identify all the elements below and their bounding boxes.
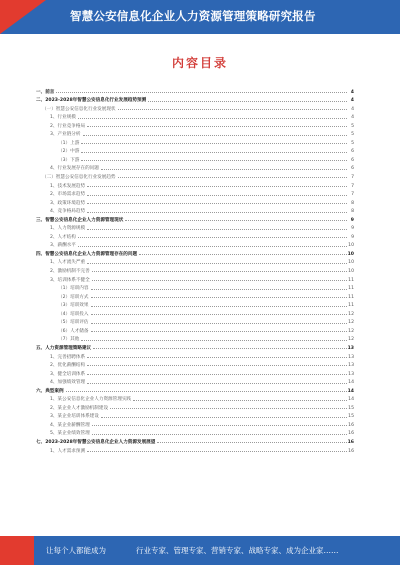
toc-leader-dots [56,92,347,93]
toc-entry-label: 3、健全培训体系 [50,371,86,377]
toc-entry[interactable] [36,120,354,129]
toc-leader-dots [83,135,348,136]
toc-entry-label: （1）上游 [58,140,80,146]
toc-entry[interactable] [36,189,354,198]
toc-entry[interactable] [36,163,354,172]
toc-entry-label: （一）智慧公安信息化行业发展现状 [42,106,116,112]
toc-entry[interactable] [36,342,354,351]
toc-entry-label: 3、某企业培训体系建设 [50,414,99,420]
toc-entry-label: 二、2023-2028年智慧公安信息化行业发展趋势预测 [36,98,147,104]
toc-entry-page: 12 [348,320,354,326]
toc-entry-page: 13 [348,363,354,369]
toc-entry[interactable] [36,197,354,206]
toc-entry-page: 9 [350,217,354,223]
toc-entry-page: 11 [348,303,354,309]
toc-entry[interactable] [36,274,354,283]
footer-slogan: 让每个人都能成为 [46,546,106,555]
toc-entry[interactable] [36,402,354,411]
toc-entry-label: 1、人才需求预测 [50,448,86,454]
toc-entry[interactable] [36,265,354,274]
toc-entry-label: 3、政策环境趋势 [50,200,86,206]
toc-leader-dots [87,212,347,213]
toc-leader-dots [91,289,348,290]
toc-leader-dots [93,348,346,349]
toc-entry-label: 1、技术发展趋势 [50,183,86,189]
toc-entry[interactable] [36,95,354,104]
toc-entry[interactable] [36,257,354,266]
toc-leader-dots [133,400,347,401]
toc-entry-label: （二）智慧公安信息化行业发展趋势 [42,175,116,181]
toc-entry[interactable] [36,317,354,326]
toc-entry-page: 5 [351,123,354,129]
toc-leader-dots [91,306,348,307]
toc-leader-dots [92,271,347,272]
report-title: 智慧公安信息化企业人力资源管理策略研究报告 [70,9,316,23]
toc-entry-page: 16 [348,431,354,437]
toc-leader-dots [101,417,347,418]
toc-leader-dots [87,229,347,230]
toc-entry-label: 1、行业规模 [50,115,76,121]
toc-entry-label: 四、智慧公安信息化企业人力资源管理存在的问题 [36,251,138,257]
toc-entry-page: 4 [351,106,354,112]
bottom-banner [0,536,400,565]
toc-entry[interactable] [36,231,354,240]
toc-entry[interactable] [36,86,354,95]
toc-entry[interactable] [36,377,354,386]
toc-entry-label: （7）其他 [58,337,80,343]
footer-tagline: 行业专家、管理专家、营销专家、战略专家、成为企业家…… [136,546,339,555]
toc-entry[interactable] [36,206,354,215]
toc-entry[interactable] [36,137,354,146]
toc-entry[interactable] [36,180,354,189]
banner-accent [0,0,46,34]
toc-leader-dots [87,383,347,384]
toc-entry[interactable] [36,385,354,394]
toc-leader-dots [87,195,347,196]
toc-entry-label: 2、行业竞争格局 [50,123,86,129]
toc-leader-dots [139,254,347,255]
toc-entry[interactable] [36,146,354,155]
toc-entry-label: 1、人力资源规模 [50,226,86,232]
toc-entry-label: （2）培训方式 [58,294,89,300]
toc-entry-page: 8 [351,200,354,206]
toc-entry[interactable] [36,129,354,138]
toc-leader-dots [87,203,347,204]
toc-entry[interactable] [36,428,354,437]
toc-leader-dots [118,109,347,110]
toc-entry-page: 10 [347,251,354,257]
toc-entry-page: 4 [351,115,354,121]
toc-entry-page: 11 [348,277,354,283]
toc-entry[interactable] [36,223,354,232]
toc-leader-dots [91,323,348,324]
toc-entry-label: 六、典型案例 [36,388,64,394]
toc-entry[interactable] [36,240,354,249]
toc-entry-label: （4）培训投入 [58,311,89,317]
toc-entry-label: 3、薪酬水平 [50,243,76,249]
toc-entry-label: 2、某企业人才激励机制建设 [50,405,109,411]
toc-entry-page: 16 [348,422,354,428]
toc-entry-page: 11 [348,286,354,292]
top-banner [0,0,400,34]
table-of-contents [36,86,354,454]
toc-entry-page: 12 [348,337,354,343]
toc-entry-page: 15 [348,414,354,420]
toc-leader-dots [87,126,347,127]
toc-entry-page: 6 [351,166,354,172]
toc-entry[interactable] [36,112,354,121]
toc-leader-dots [101,169,347,170]
toc-entry-page: 4 [350,89,354,95]
toc-entry-page: 13 [347,345,354,351]
toc-entry[interactable] [36,171,354,180]
toc-entry-label: 1、人才流失严重 [50,260,86,266]
toc-entry-page: 12 [348,328,354,334]
toc-leader-dots [91,314,348,315]
toc-entry-label: 2、优化薪酬结构 [50,363,86,369]
toc-entry-label: 五、人力资源管理策略建议 [36,345,92,351]
toc-entry[interactable] [36,436,354,445]
toc-leader-dots [110,408,347,409]
toc-entry-page: 7 [351,183,354,189]
toc-entry-page: 14 [348,397,354,403]
toc-entry[interactable] [36,300,354,309]
toc-entry-label: 4、行业发展存在的问题 [50,166,99,172]
toc-leader-dots [81,143,347,144]
toc-entry-page: 4 [350,98,354,104]
toc-leader-dots [118,177,347,178]
toc-entry[interactable] [36,419,354,428]
toc-entry-label: （1）培训内容 [58,286,89,292]
toc-entry-page: 9 [351,226,354,232]
toc-entry-page: 16 [348,448,354,454]
toc-entry[interactable] [36,308,354,317]
toc-entry[interactable] [36,154,354,163]
toc-entry-page: 13 [348,371,354,377]
toc-entry-page: 7 [351,175,354,181]
toc-entry-label: 3、培训体系不健全 [50,277,90,283]
toc-leader-dots [92,280,347,281]
toc-entry-page: 5 [351,132,354,138]
toc-leader-dots [87,357,347,358]
toc-entry-page: 16 [347,439,354,445]
toc-leader-dots [87,263,347,264]
toc-entry[interactable] [36,103,354,112]
toc-entry-page: 9 [351,234,354,240]
toc-leader-dots [78,118,347,119]
toc-entry-label: 1、完善招聘体系 [50,354,86,360]
toc-entry-page: 6 [351,157,354,163]
toc-entry[interactable] [36,351,354,360]
toc-leader-dots [91,297,348,298]
toc-leader-dots [87,365,347,366]
toc-entry[interactable] [36,360,354,369]
toc-leader-dots [148,101,347,102]
toc-leader-dots [78,246,347,247]
toc-leader-dots [66,391,347,392]
toc-leader-dots [91,331,348,332]
toc-entry-label: 1、某公安信息化企业人力资源管理实践 [50,397,132,403]
toc-entry-label: （3）下游 [58,157,80,163]
toc-entry[interactable] [36,334,354,343]
toc-entry-label: 三、智慧公安信息化企业人力资源管理现状 [36,217,124,223]
toc-entry[interactable] [36,368,354,377]
toc-entry[interactable] [36,283,354,292]
toc-entry-label: 2、市场需求趋势 [50,192,86,198]
toc-leader-dots [157,442,346,443]
toc-entry-label: 4、竞争格局趋势 [50,209,86,215]
toc-entry[interactable] [36,445,354,454]
toc-entry-label: （5）培训评估 [58,320,89,326]
toc-entry-label: 3、产业链分析 [50,132,81,138]
toc-entry-page: 10 [348,269,354,275]
toc-entry-page: 10 [348,260,354,266]
toc-leader-dots [81,340,347,341]
toc-entry[interactable] [36,411,354,420]
toc-entry-label: 七、2023-2028年智慧公安信息化企业人力资源发展展望 [36,439,156,445]
toc-entry-page: 10 [348,243,354,249]
toc-leader-dots [125,220,347,221]
toc-entry-page: 12 [348,311,354,317]
toc-entry-page: 14 [347,388,354,394]
toc-leader-dots [87,451,347,452]
toc-entry-page: 8 [351,209,354,215]
toc-entry-page: 15 [348,405,354,411]
toc-entry-page: 5 [351,140,354,146]
toc-entry[interactable] [36,394,354,403]
toc-entry-label: （2）中游 [58,149,80,155]
footer-accent [0,536,34,565]
toc-entry-label: （6）人才储备 [58,328,89,334]
toc-entry-page: 6 [351,149,354,155]
toc-entry-page: 13 [348,354,354,360]
toc-entry-page: 11 [348,294,354,300]
toc-leader-dots [81,152,347,153]
toc-entry[interactable] [36,325,354,334]
toc-leader-dots [92,434,347,435]
toc-leader-dots [78,237,347,238]
toc-entry[interactable] [36,291,354,300]
toc-entry-label: 4、某企业薪酬管理 [50,422,90,428]
toc-entry-page: 14 [348,380,354,386]
toc-leader-dots [81,160,347,161]
toc-entry-label: （3）培训效果 [58,303,89,309]
toc-leader-dots [92,425,347,426]
toc-leader-dots [87,186,347,187]
toc-entry[interactable] [36,214,354,223]
toc-entry-label: 5、某企业绩效管理 [50,431,90,437]
toc-entry[interactable] [36,248,354,257]
toc-entry-page: 7 [351,192,354,198]
toc-entry-label: 2、激励机制不完善 [50,269,90,275]
toc-heading: 内容目录 [171,56,228,70]
toc-entry-label: 一、前言 [36,89,55,95]
toc-leader-dots [87,374,347,375]
toc-entry-label: 2、人才结构 [50,234,76,240]
toc-entry-label: 4、加强绩效管理 [50,380,86,386]
